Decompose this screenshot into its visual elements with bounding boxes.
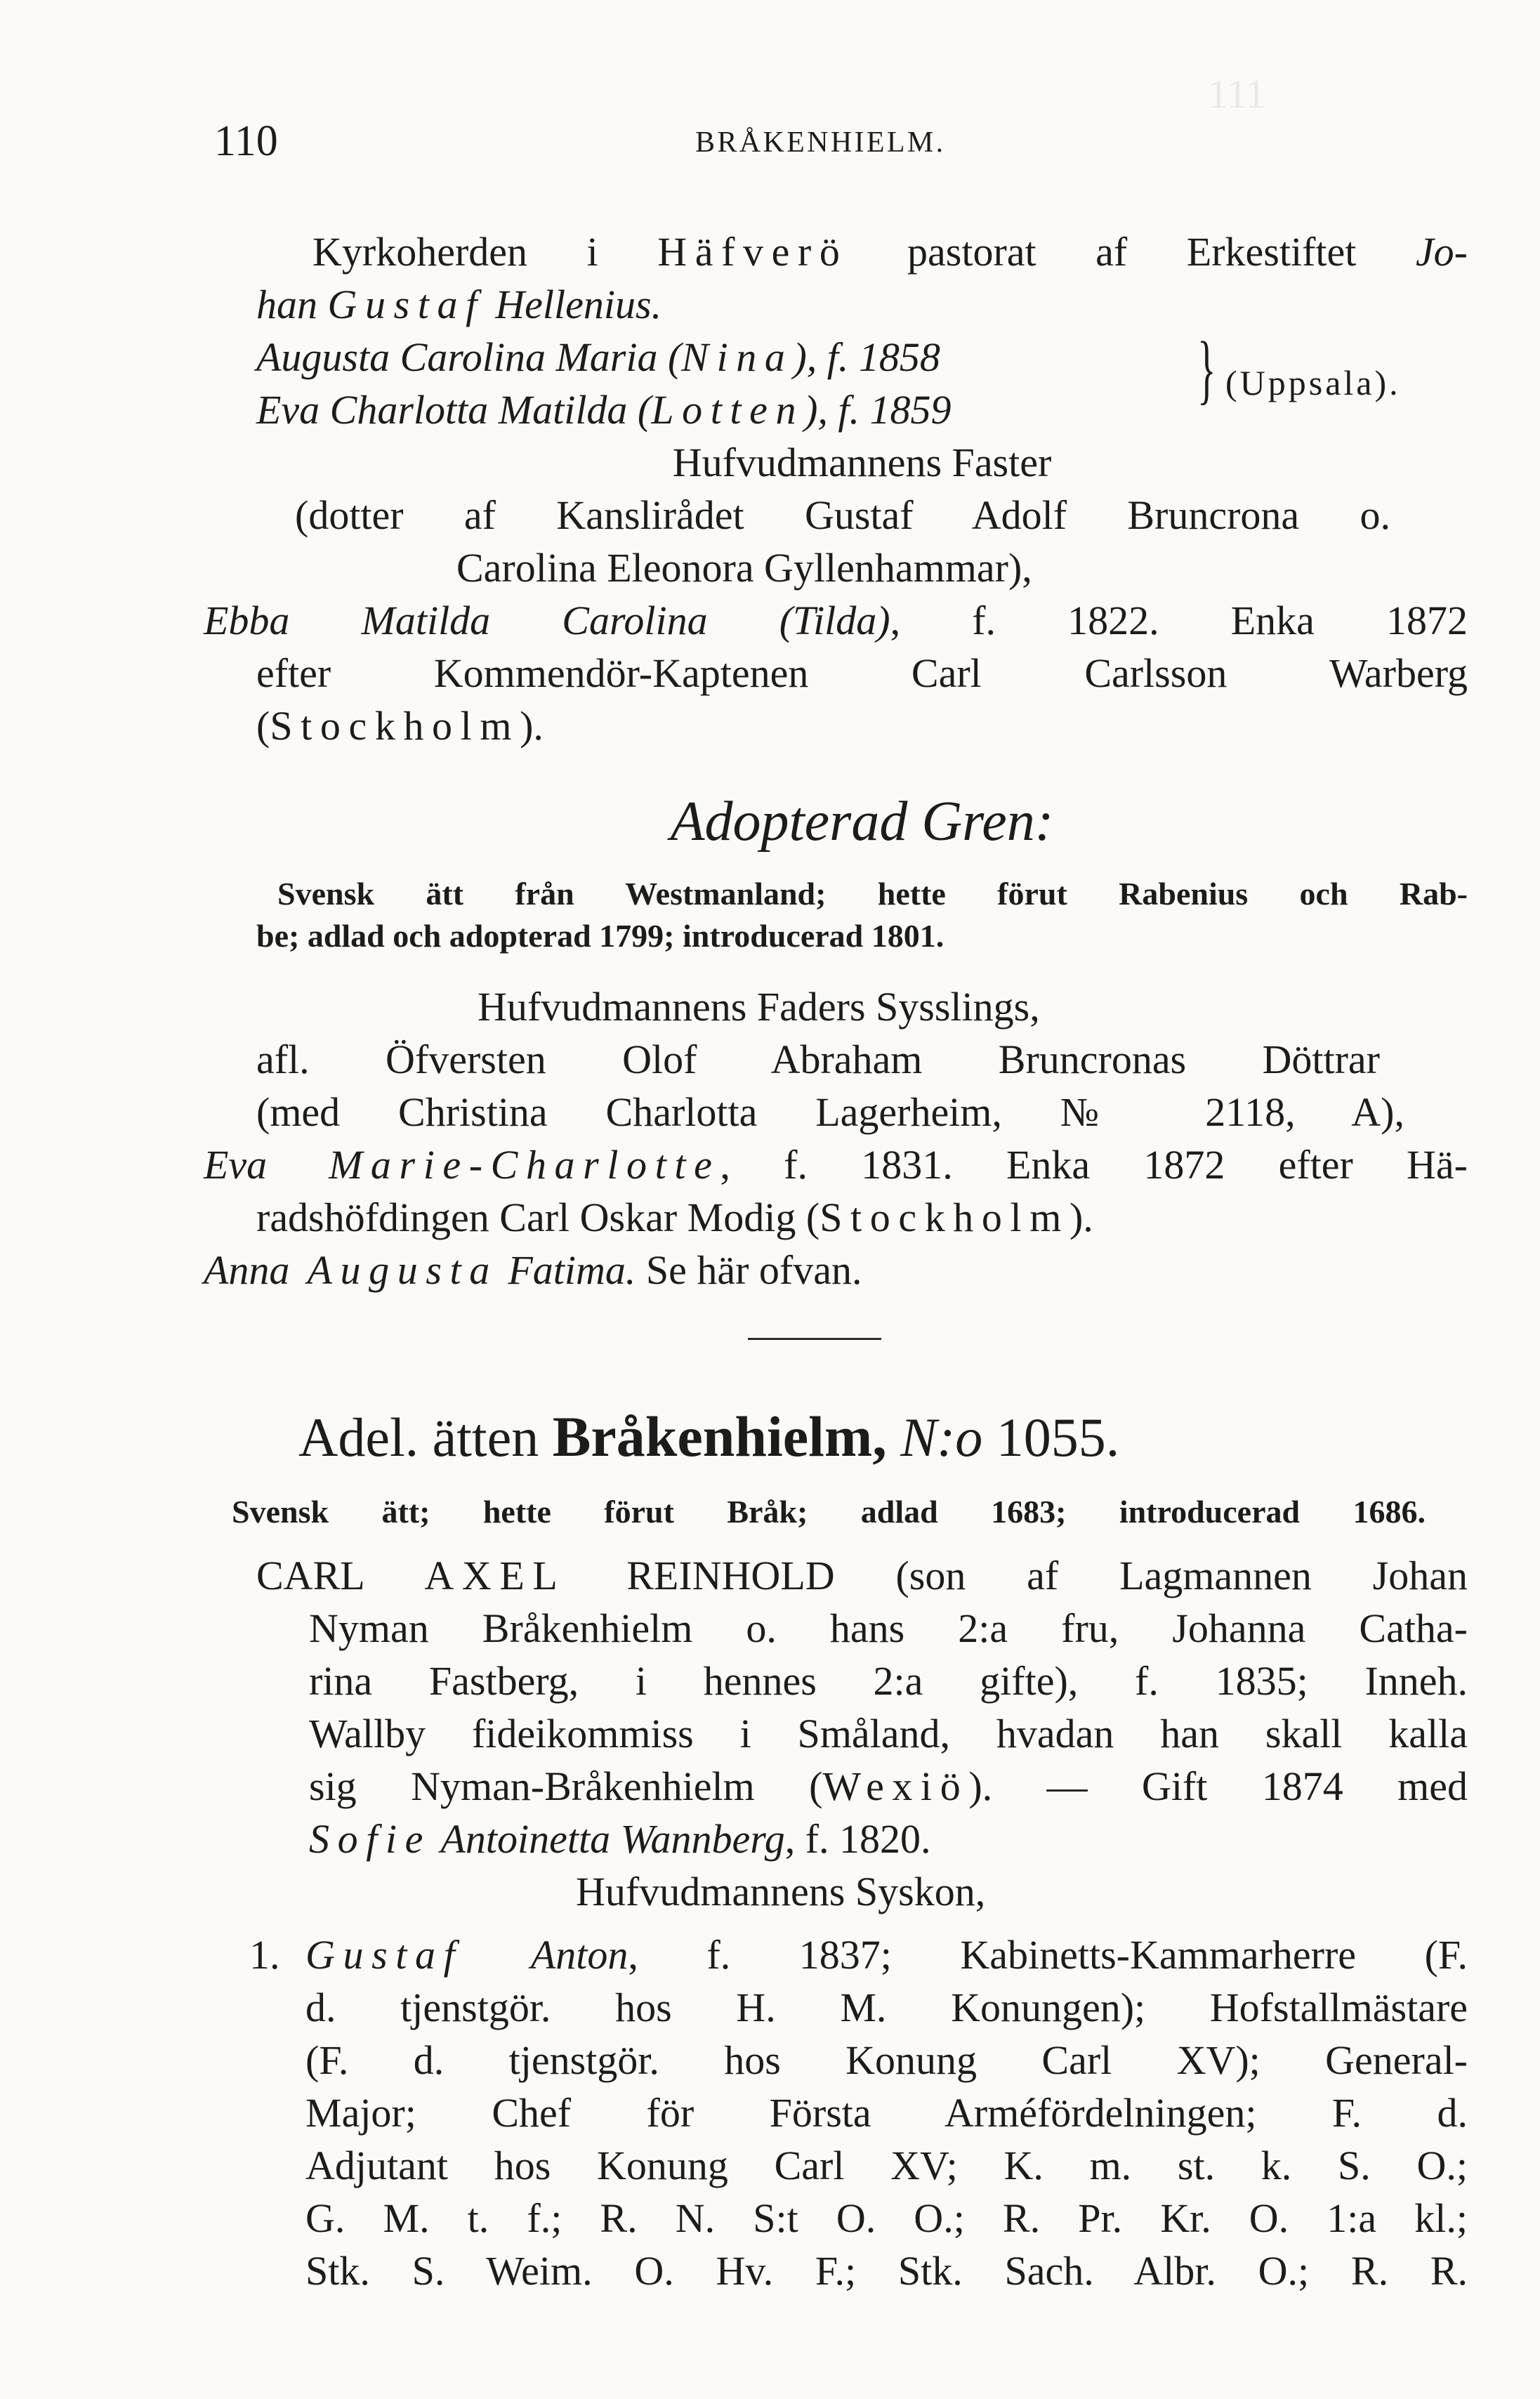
text-line: Sofie Antoinetta Wannberg, f. 1820. [309, 1816, 931, 1862]
text-line: Svensk ätt från Westmanland; hette förut Rabenius och Rab- [277, 876, 1468, 912]
text-line: Kyrkoherden i Häfverö pastorat af Erkestiftet Jo- [312, 229, 1468, 275]
text-line: Wallby fideikommiss i Småland, hvadan han skall kalla [309, 1711, 1468, 1756]
text-line: Eva Charlotta Matilda (Lotten), f. 1859 [256, 387, 952, 433]
divider-rule [748, 1338, 881, 1340]
text-line: (med Christina Charlotta Lagerheim, № 2118, A), [256, 1089, 1404, 1135]
text-line: rina Fastberg, i hennes 2:a gifte), f. 1835; Inneh. [309, 1658, 1468, 1704]
list-item-text: Stk. S. Weim. O. Hv. F.; Stk. Sach. Albr. O.; R. R. [305, 2248, 1468, 2294]
text-line: Anna Augusta Fatima. Se här ofvan. [204, 1247, 862, 1293]
text-line: Augusta Carolina Maria (Nina), f. 1858 [256, 334, 940, 380]
text-line: Carolina Eleonora Gyllenhammar), [456, 545, 1032, 591]
page-number: 110 [214, 117, 278, 165]
list-number: 1. [249, 1932, 280, 1978]
text-line: (dotter af Kanslirådet Gustaf Adolf Bruncrona o. [295, 492, 1390, 538]
text-line: efter Kommendör-Kaptenen Carl Carlsson Warberg [256, 650, 1468, 696]
list-item-text: Major; Chef för Första Arméfördelningen; F. d. [305, 2090, 1468, 2136]
text-line: be; adlad och adopterad 1799; introducerad 1801. [256, 918, 945, 954]
list-item-text: Gustaf Anton, f. 1837; Kabinetts-Kammarherre (F. [305, 1932, 1468, 1978]
list-item-text: Adjutant hos Konung Carl XV; K. m. st. k. S. O.; [305, 2143, 1468, 2188]
family-title: Adel. ätten Bråkenhielm, N:o 1055. [298, 1405, 1120, 1468]
section-label: Hufvudmannens Syskon, [576, 1869, 986, 1914]
text-line: afl. Öfversten Olof Abraham Bruncronas Döttrar [256, 1037, 1380, 1082]
text-line: han Gustaf Hellenius. [256, 282, 662, 327]
text-line: Ebba Matilda Carolina (Tilda), f. 1822. Enka 1872 [204, 598, 1468, 643]
text-line: sig Nyman-Bråkenhielm (Wexiö). — Gift 1874 med [309, 1763, 1468, 1809]
running-title: BRÅKENHIELM. [695, 126, 946, 159]
section-heading: Adopterad Gren: [670, 791, 1054, 853]
section-label: Hufvudmannens Faders Sysslings, [478, 984, 1040, 1030]
list-item-text: (F. d. tjenstgör. hos Konung Carl XV); General- [305, 2037, 1468, 2083]
place-note: (Uppsala). [1225, 363, 1401, 402]
list-item-text: d. tjenstgör. hos H. M. Konungen); Hofstallmästare [305, 1985, 1468, 2030]
section-label: Hufvudmannens Faster [672, 440, 1052, 485]
text-line: radshöfdingen Carl Oskar Modig (Stockholm). [256, 1195, 1093, 1240]
text-line: CARL AXEL REINHOLD (son af Lagmannen Johan [256, 1553, 1468, 1598]
text-line: (Stockholm). [256, 703, 544, 749]
text-line: Nyman Bråkenhielm o. hans 2:a fru, Johanna Catha- [309, 1605, 1468, 1651]
show-through-text: 111 [1208, 71, 1266, 117]
text-line: Eva Marie-Charlotte, f. 1831. Enka 1872 efter Hä- [204, 1142, 1468, 1188]
list-item-text: G. M. t. f.; R. N. S:t O. O.; R. Pr. Kr. O. 1:a kl.; [305, 2195, 1468, 2241]
text-line: Svensk ätt; hette förut Bråk; adlad 1683; introducerad 1686. [232, 1494, 1426, 1530]
curly-brace: } [1197, 326, 1216, 412]
